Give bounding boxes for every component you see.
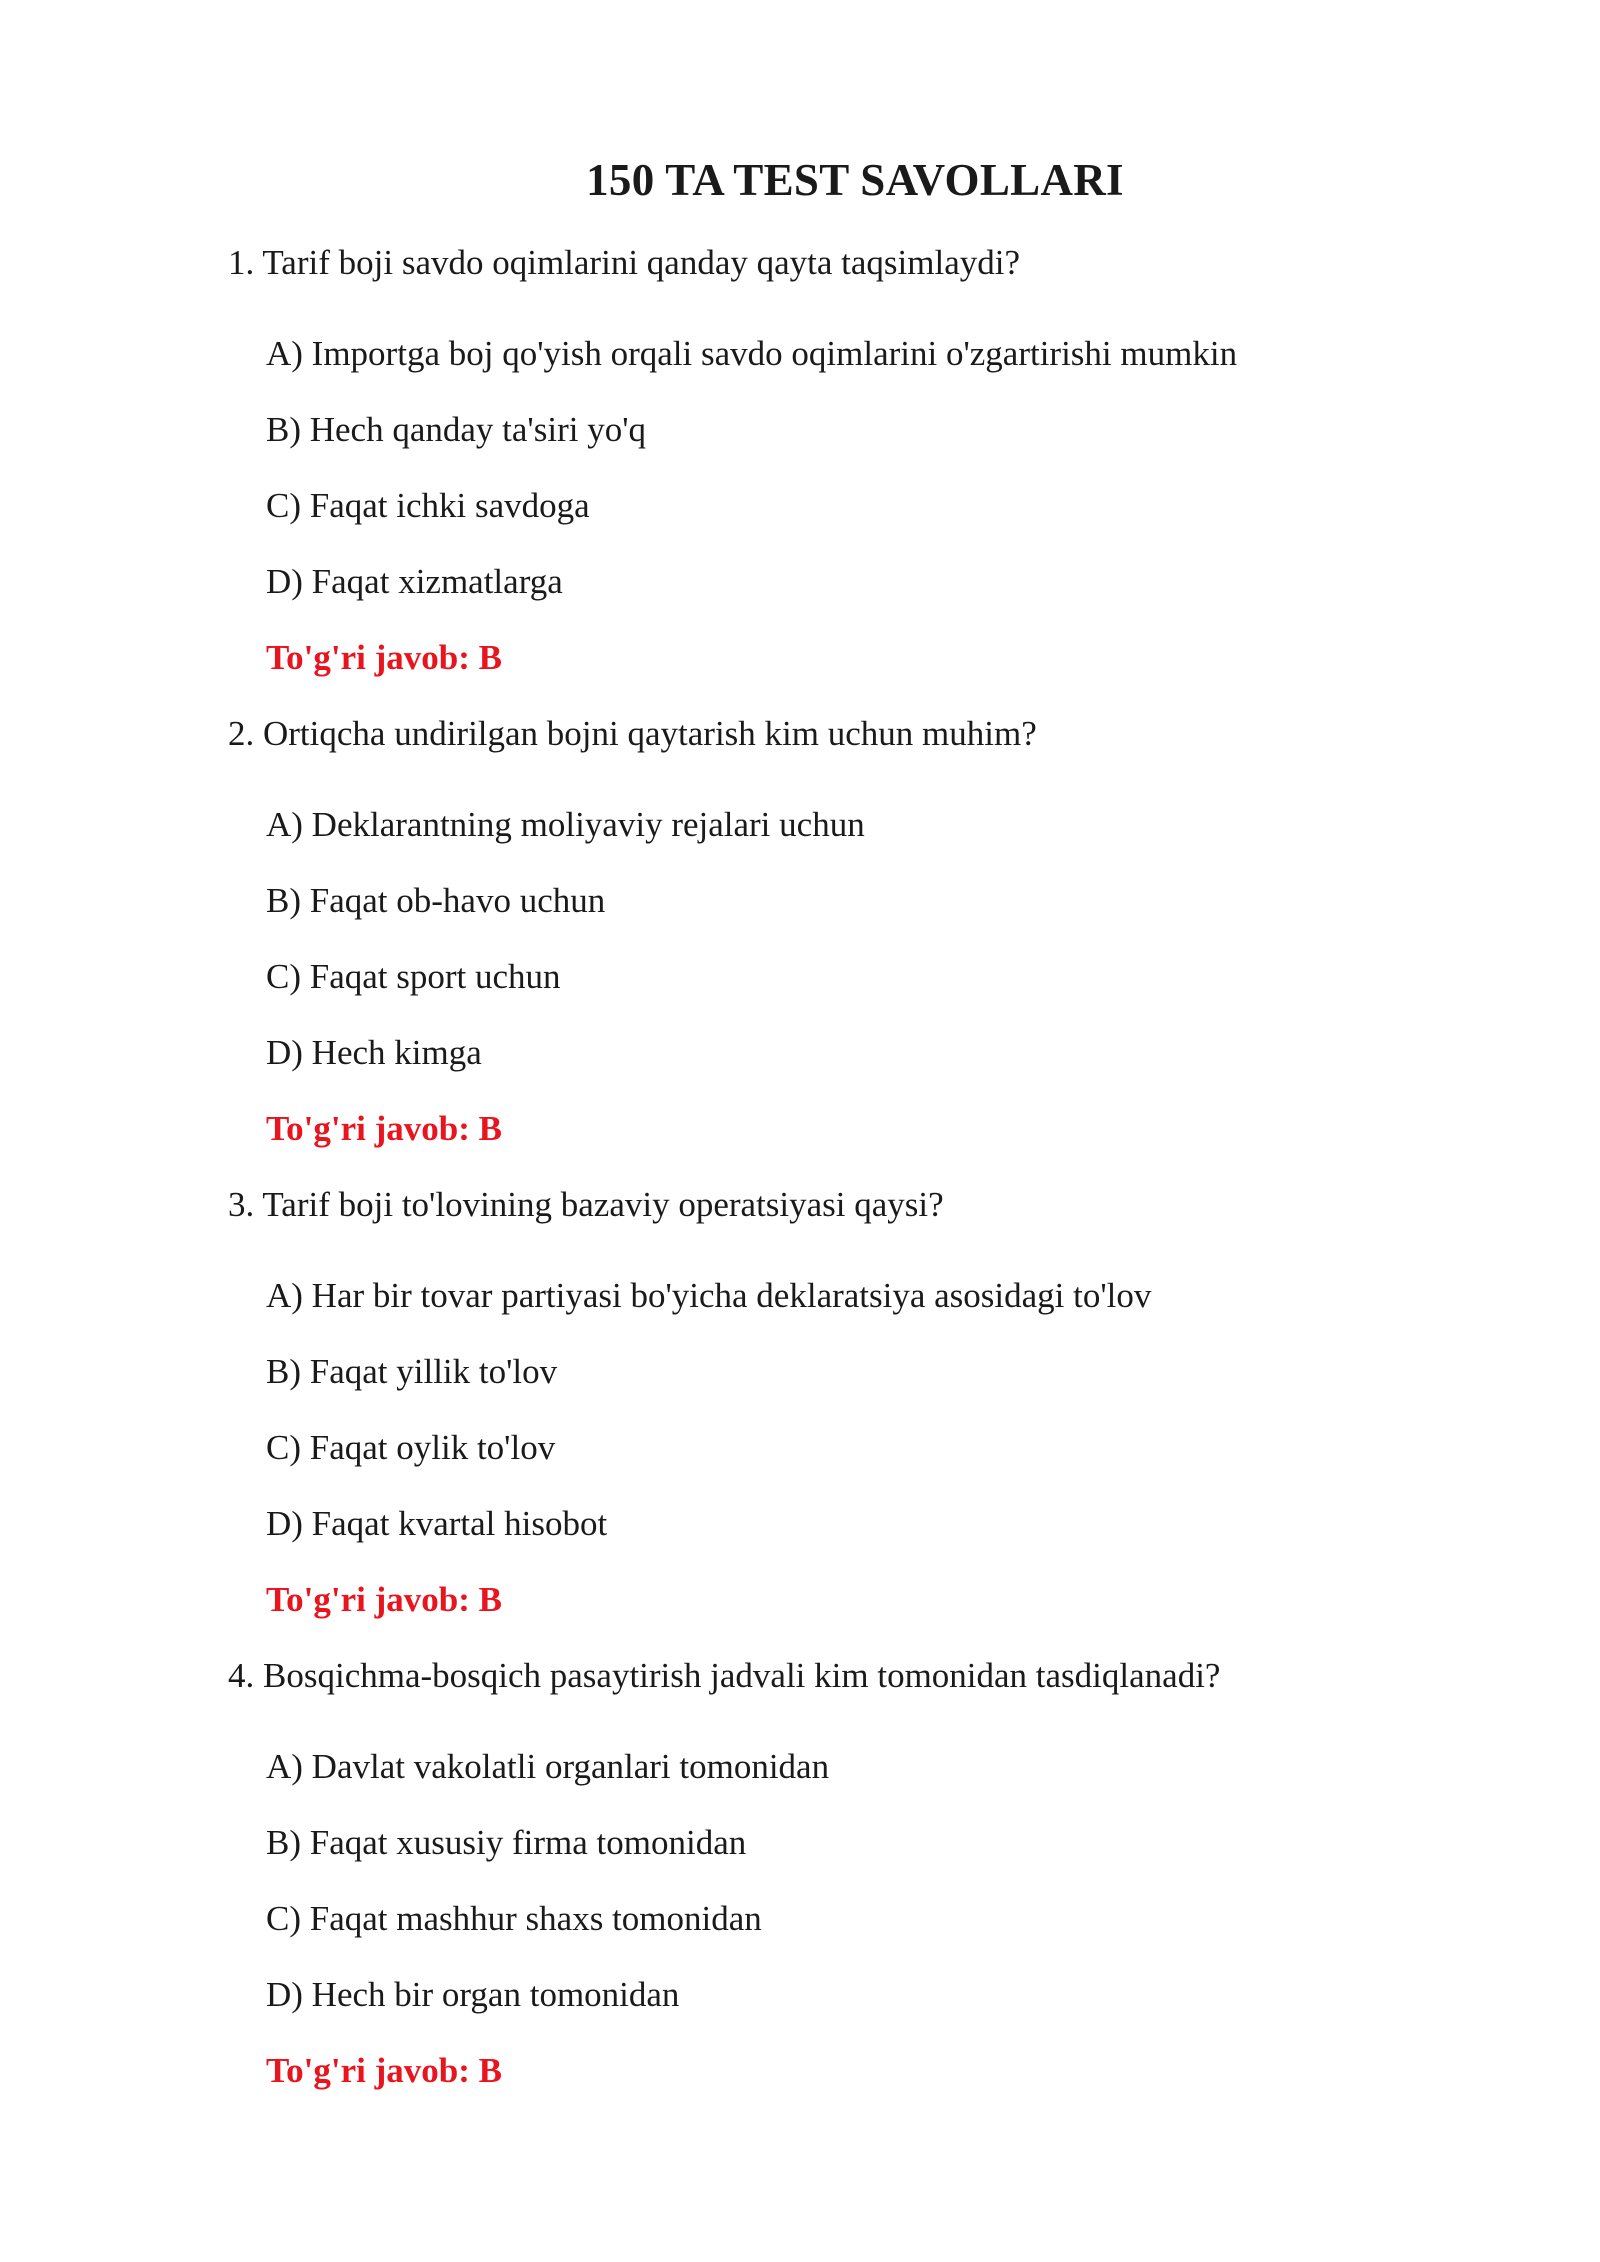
q4-option-b: B) Faqat xususiy firma tomonidan — [266, 1823, 747, 1862]
q2-option-d: D) Hech kimga — [266, 1033, 482, 1072]
q4-correct-answer: To'g'ri javob: B — [266, 2051, 502, 2090]
q2-option-c: C) Faqat sport uchun — [266, 957, 561, 996]
q2-option-a: A) Deklarantning moliyaviy rejalari uchun — [266, 805, 865, 844]
page-title: 150 TA TEST SAVOLLARI — [586, 155, 1124, 205]
q1-option-b: B) Hech qanday ta'siri yo'q — [266, 410, 647, 449]
q1-option-a: A) Importga boj qo'yish orqali savdo oqimlarini o'zgartirishi mumkin — [266, 334, 1238, 373]
q3-correct-answer: To'g'ri javob: B — [266, 1580, 502, 1619]
q4-option-a: A) Davlat vakolatli organlari tomonidan — [266, 1747, 830, 1786]
question-3: 3. Tarif boji to'lovining bazaviy operatsiyasi qaysi? — [228, 1185, 944, 1224]
question-2: 2. Ortiqcha undirilgan bojni qaytarish kim uchun muhim? — [228, 714, 1037, 753]
q3-option-c: C) Faqat oylik to'lov — [266, 1428, 556, 1467]
q1-option-d: D) Faqat xizmatlarga — [266, 562, 563, 601]
q1-correct-answer: To'g'ri javob: B — [266, 638, 502, 677]
q3-option-b: B) Faqat yillik to'lov — [266, 1352, 558, 1391]
q4-option-d: D) Hech bir organ tomonidan — [266, 1975, 680, 2014]
q3-option-a: A) Har bir tovar partiyasi bo'yicha deklaratsiya asosidagi to'lov — [266, 1276, 1152, 1315]
q1-option-c: C) Faqat ichki savdoga — [266, 486, 590, 525]
q4-option-c: C) Faqat mashhur shaxs tomonidan — [266, 1899, 762, 1938]
question-4: 4. Bosqichma-bosqich pasaytirish jadvali kim tomonidan tasdiqlanadi? — [228, 1656, 1221, 1695]
q2-option-b: B) Faqat ob-havo uchun — [266, 881, 606, 920]
q2-correct-answer: To'g'ri javob: B — [266, 1109, 502, 1148]
question-1: 1. Tarif boji savdo oqimlarini qanday qayta taqsimlaydi? — [228, 243, 1020, 282]
q3-option-d: D) Faqat kvartal hisobot — [266, 1504, 608, 1543]
